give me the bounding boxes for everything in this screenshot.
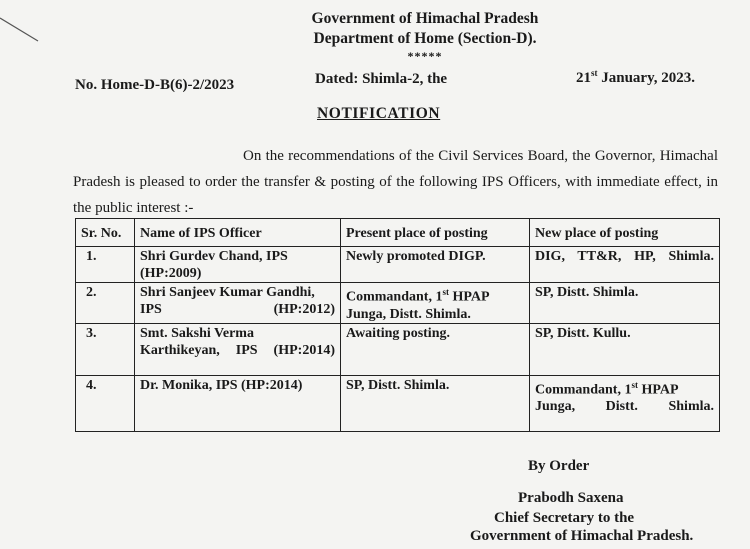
sr-no-cell: 4. <box>76 375 135 431</box>
page-title: NOTIFICATION <box>317 105 441 122</box>
date: 21st January, 2023. <box>576 68 696 86</box>
signatory-organization: Government of Himachal Pradesh. <box>470 528 694 544</box>
table-row <box>76 283 720 324</box>
new-posting-cell: Commandant, 1st HPAP Junga, Distt. Shimla. <box>530 375 720 431</box>
header-stars: ***** <box>407 49 443 63</box>
present-posting-cell: SP, Distt. Shimla. <box>341 375 530 431</box>
present-posting-cell: Awaiting posting. <box>341 323 530 375</box>
sr-no-cell: 3. <box>76 323 135 375</box>
officer-name-cell: Shri Gurdev Chand, IPS (HP:2009) <box>135 247 341 283</box>
sr-no-cell: 1. <box>76 247 135 283</box>
column-header: Name of IPS Officer <box>135 219 341 247</box>
table-row <box>76 323 720 375</box>
present-posting-cell: Newly promoted DIGP. <box>341 247 530 283</box>
column-header: Sr. No. <box>76 219 135 247</box>
dated-label: Dated: Shimla-2, the <box>315 71 448 87</box>
officer-name-cell: Dr. Monika, IPS (HP:2014) <box>135 375 341 431</box>
sr-no-cell: 2. <box>76 283 135 324</box>
officer-name-cell: Shri Sanjeev Kumar Gandhi, IPS (HP:2012) <box>135 283 341 324</box>
header-department: Department of Home (Section-D). <box>313 30 537 47</box>
signatory-name: Prabodh Saxena <box>518 490 624 506</box>
signatory-designation: Chief Secretary to the <box>494 510 635 526</box>
header-government: Government of Himachal Pradesh <box>311 10 539 27</box>
by-order-label: By Order <box>528 458 590 474</box>
new-posting-cell: DIG, TT&R, HP, Shimla. <box>530 247 720 283</box>
table-row <box>76 375 720 431</box>
officers-table <box>75 218 720 432</box>
memo-number: No. Home-D-B(6)-2/2023 <box>75 77 235 93</box>
present-posting-cell: Commandant, 1st HPAP Junga, Distt. Shimla. <box>341 283 530 324</box>
new-posting-cell: SP, Distt. Shimla. <box>530 283 720 324</box>
table-header-row <box>76 219 720 247</box>
officer-name-cell: Smt. Sakshi Verma Karthikeyan, IPS (HP:2014) <box>135 323 341 375</box>
column-header: New place of posting <box>530 219 720 247</box>
table-row <box>76 247 720 283</box>
column-header: Present place of posting <box>341 219 530 247</box>
body-paragraph: On the recommendations of the Civil Services Board, the Governor, Himachal Pradesh is pleased to order the transfer & posting of the following IPS Officers, with immediate effect, in the public interest :- <box>73 148 718 216</box>
new-posting-cell: SP, Distt. Kullu. <box>530 323 720 375</box>
